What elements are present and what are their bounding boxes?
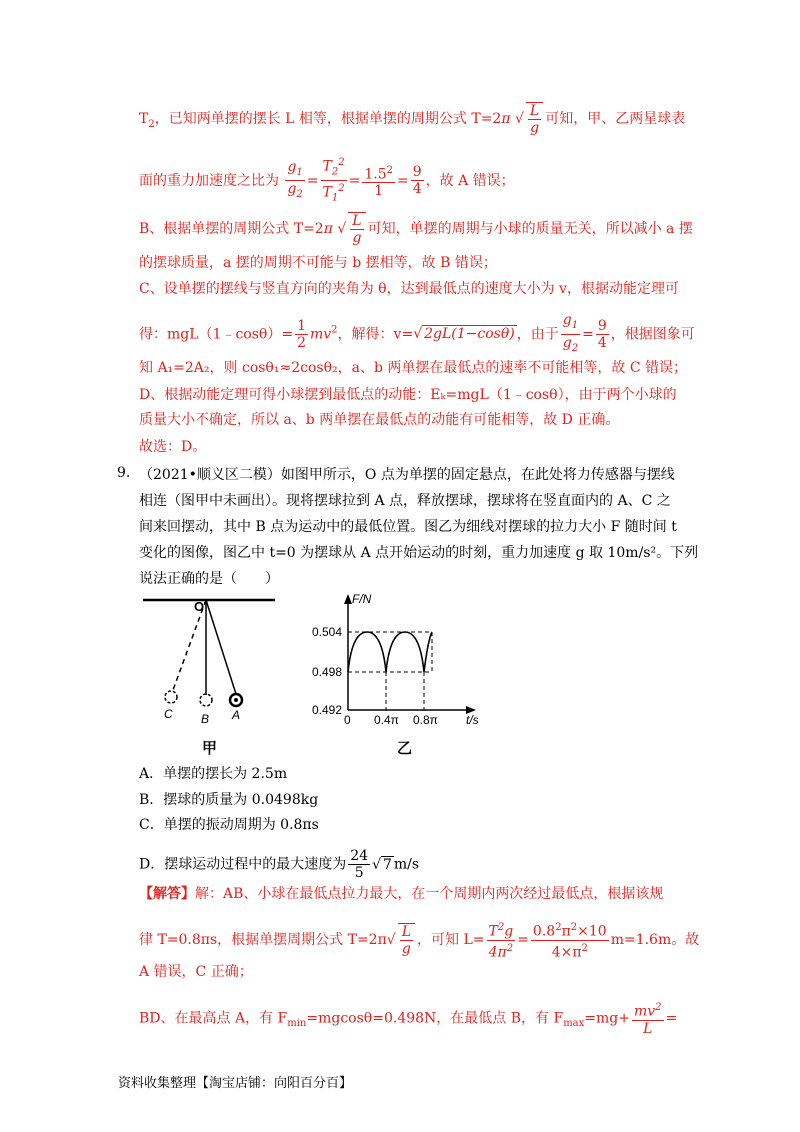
option-a: A．单摆的摆长为 2.5m <box>139 766 288 782</box>
caption-left: 甲 <box>202 740 218 757</box>
force-graph <box>300 590 500 760</box>
label-O: O <box>194 599 205 614</box>
sol-line-8: D、根据动能定理可得小球摆到最低点的动能：Eₖ=mgL（1﹣cosθ），由于两个小球的 <box>139 387 677 403</box>
sol-line-5: C、设单摆的摆线与竖直方向的夹角为 θ，达到最低点的速度大小为 v，根据动能定理可 <box>139 281 679 297</box>
y-axis-label: F/N <box>352 592 372 606</box>
pendulum-figure <box>140 590 280 760</box>
sol-line-6: 得：mgL（1﹣cosθ）= $\frac{1}{2}$ $mv^2$，解得：v=√ 2gL(1−cosθ) ，由于 $\frac{g_1}{g_2}$ = $\frac{9}{4}$ ，根据图象可 <box>139 312 695 354</box>
option-c: C．单摆的振动周期为 0.8πs <box>139 817 319 833</box>
question-line-5: 说法正确的是（ ） <box>139 571 279 587</box>
answer-tag: 【解答】 <box>139 886 195 902</box>
answer-line-3: A 错误，C 正确； <box>139 964 253 980</box>
question-line-3: 间来回摆动，其中 B 点为运动中的最低位置。图乙为细线对摆球的拉力大小 F 随时间 t <box>139 519 677 535</box>
option-d: D．摆球运动过程中的最大速度为 $\frac{24}{5}$ √ 7 m/s <box>139 848 420 881</box>
answer-line-4: BD、在最高点 A，有 $F_{min}=mgcos\theta=0.498N$，在最低点 B，有 $F_{max}=mg+$ $\frac{mv^2}{L}$ = <box>139 1002 678 1037</box>
sol-line-9: 质量大小不确定，所以 a、b 两单摆在最低点的动能有可能相等，故 D 正确。 <box>139 412 620 428</box>
label-A: A <box>232 708 241 722</box>
option-b: B．摆球的质量为 0.0498kg <box>139 792 319 808</box>
sol-line-10: 故选：D。 <box>139 439 207 455</box>
sol-line-7: 知 A₁=2A₂，则 cosθ₁≈2cosθ₂，a、b 两单摆在最低点的速率不可能相等，故 C 错误； <box>139 360 687 376</box>
x-tick-04pi: 0.4π <box>374 713 399 727</box>
caption-right: 乙 <box>397 740 413 757</box>
answer-line-1: 【解答】解：AB、小球在最低点拉力最大，在一个周期内两次经过最低点，根据该规 <box>139 886 664 902</box>
sol-line-4: 的摆球质量，a 摆的周期不可能与 b 摆相等，故 B 错误； <box>139 255 497 271</box>
label-C: C <box>164 707 173 721</box>
sol-line-3: B、根据单摆的周期公式 T=2π √ $\frac{L}{g}$ 可知，单摆的周期与小球的质量无关，所以减小 a 摆 <box>139 213 693 246</box>
question-line-1: （2021•顺义区二模）如图甲所示，O 点为单摆的固定悬点，在此处将力传感器与摆线 <box>139 467 675 483</box>
question-line-2: 相连（图甲中未画出）。现将摆球拉到 A 点，释放摆球，摆球将在竖直面内的 A、C 之 <box>139 493 671 509</box>
label-B: B <box>201 712 210 726</box>
answer-line-2: 律 T=0.8πs，根据单摆周期公式 T=2π√ $\frac{L}{g}$ ，可知 L= $\frac{T^2g}{4\pi^2}$ = $\frac{0.8^2\pi^2\times 10}{4\times\pi^2}$ m=1.6m。故 <box>139 922 700 961</box>
y-tick-0492: 0.492 <box>312 703 343 717</box>
sol-line-1: $T_2$，已知两单摆的摆长 L 相等，根据单摆的周期公式 T=2π √ $\frac{L}{g}$ 可知，甲、乙两星球表 <box>139 103 686 136</box>
question-line-4: 变化的图像，图乙中 t=0 为摆球从 A 点开始运动的时刻，重力加速度 g 取 10m/s²。下列 <box>139 545 699 561</box>
footer-source: 资料收集整理【淘宝店铺：向阳百分百】 <box>118 1076 353 1091</box>
x-axis-label: t/s <box>466 713 479 727</box>
question-number: 9. <box>117 465 131 481</box>
y-tick-0504: 0.504 <box>312 625 343 639</box>
sol-line-2: 面的重力加速度之比为 $\frac{g_1}{g_2}$ = $\frac{T_2^2}{T_1^2}$ = $\frac{1.5^2}{1}$ = $\frac{9}{4}$ ，故 A 错误； <box>139 157 515 204</box>
x-tick-0: 0 <box>344 713 351 727</box>
x-tick-08pi: 0.8π <box>413 713 438 727</box>
y-tick-0498: 0.498 <box>312 665 343 679</box>
